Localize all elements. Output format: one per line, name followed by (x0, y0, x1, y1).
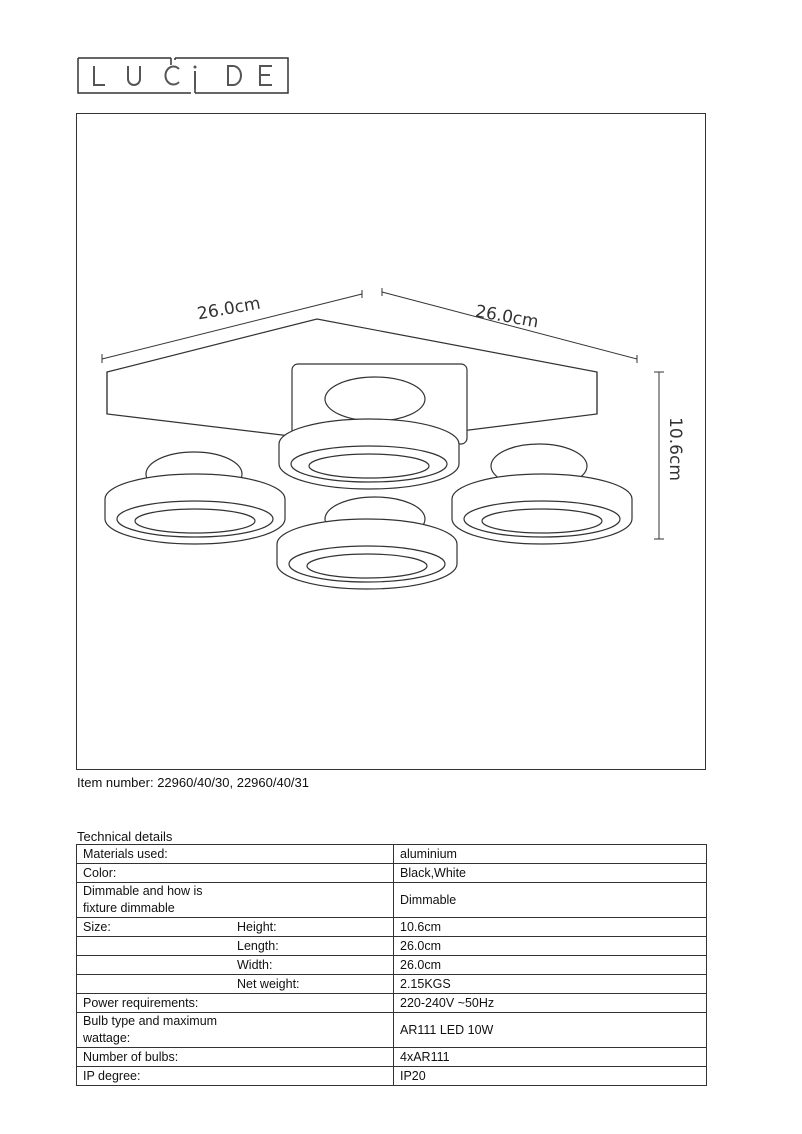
spec-label: Dimmable and how is fixture dimmable (83, 884, 203, 915)
table-row (77, 1067, 707, 1086)
spec-label: Materials used: (83, 846, 168, 861)
length-dimension: 26.0cm (195, 293, 263, 325)
spec-sublabel: Net weight: (237, 976, 300, 991)
spot-right (452, 474, 632, 544)
spec-value: 26.0cm (394, 956, 707, 975)
technical-details-table (76, 844, 707, 1086)
table-row (77, 994, 707, 1013)
spec-sublabel: Width: (237, 957, 273, 972)
spot-left (105, 474, 285, 544)
spec-label-cell (77, 994, 394, 1013)
table-row (77, 864, 707, 883)
spec-label-cell (77, 956, 394, 975)
width-dimension: 26.0cm (473, 301, 541, 333)
spec-value: 10.6cm (394, 918, 707, 937)
spec-value: 4xAR111 (394, 1048, 707, 1067)
product-drawing (76, 113, 706, 770)
spot-back (279, 419, 459, 489)
table-row (77, 956, 707, 975)
item-number: Item number: 22960/40/30, 22960/40/31 (77, 775, 310, 790)
spec-value: Black,White (394, 864, 707, 883)
spot-front (277, 519, 457, 589)
table-row (77, 918, 707, 937)
height-dimension: 10.6cm (664, 417, 685, 481)
spec-value: 2.15KGS (394, 975, 707, 994)
spec-value: aluminium (394, 845, 707, 864)
technical-details-title: Technical details (77, 829, 173, 844)
spec-label-cell (77, 1013, 394, 1048)
spec-label-cell (77, 918, 394, 937)
spec-label: Power requirements: (83, 995, 199, 1010)
spec-label: Number of bulbs: (83, 1049, 179, 1064)
table-row (77, 1013, 707, 1048)
spec-value: 26.0cm (394, 937, 707, 956)
spec-label: Bulb type and maximum wattage: (83, 1014, 218, 1045)
spec-label-cell (77, 937, 394, 956)
table-row (77, 1048, 707, 1067)
spec-value: IP20 (394, 1067, 707, 1086)
spec-value: Dimmable (394, 883, 707, 918)
spec-label-cell (77, 1048, 394, 1067)
spec-label: IP degree: (83, 1068, 141, 1083)
spec-value: 220-240V ~50Hz (394, 994, 707, 1013)
table-row (77, 937, 707, 956)
lucide-logo (77, 57, 289, 94)
spec-label: Size: (83, 919, 111, 934)
spec-label-cell (77, 864, 394, 883)
spec-label-cell (77, 845, 394, 864)
spec-label-cell (77, 1067, 394, 1086)
spec-value: AR111 LED 10W (394, 1013, 707, 1048)
table-row (77, 845, 707, 864)
table-row (77, 883, 707, 918)
spec-label-cell (77, 975, 394, 994)
spec-label: Color: (83, 865, 117, 880)
fixture-drawing (77, 114, 707, 771)
spec-sublabel: Length: (237, 938, 279, 953)
spec-label-cell (77, 883, 394, 918)
table-row (77, 975, 707, 994)
spec-sublabel: Height: (237, 919, 277, 934)
